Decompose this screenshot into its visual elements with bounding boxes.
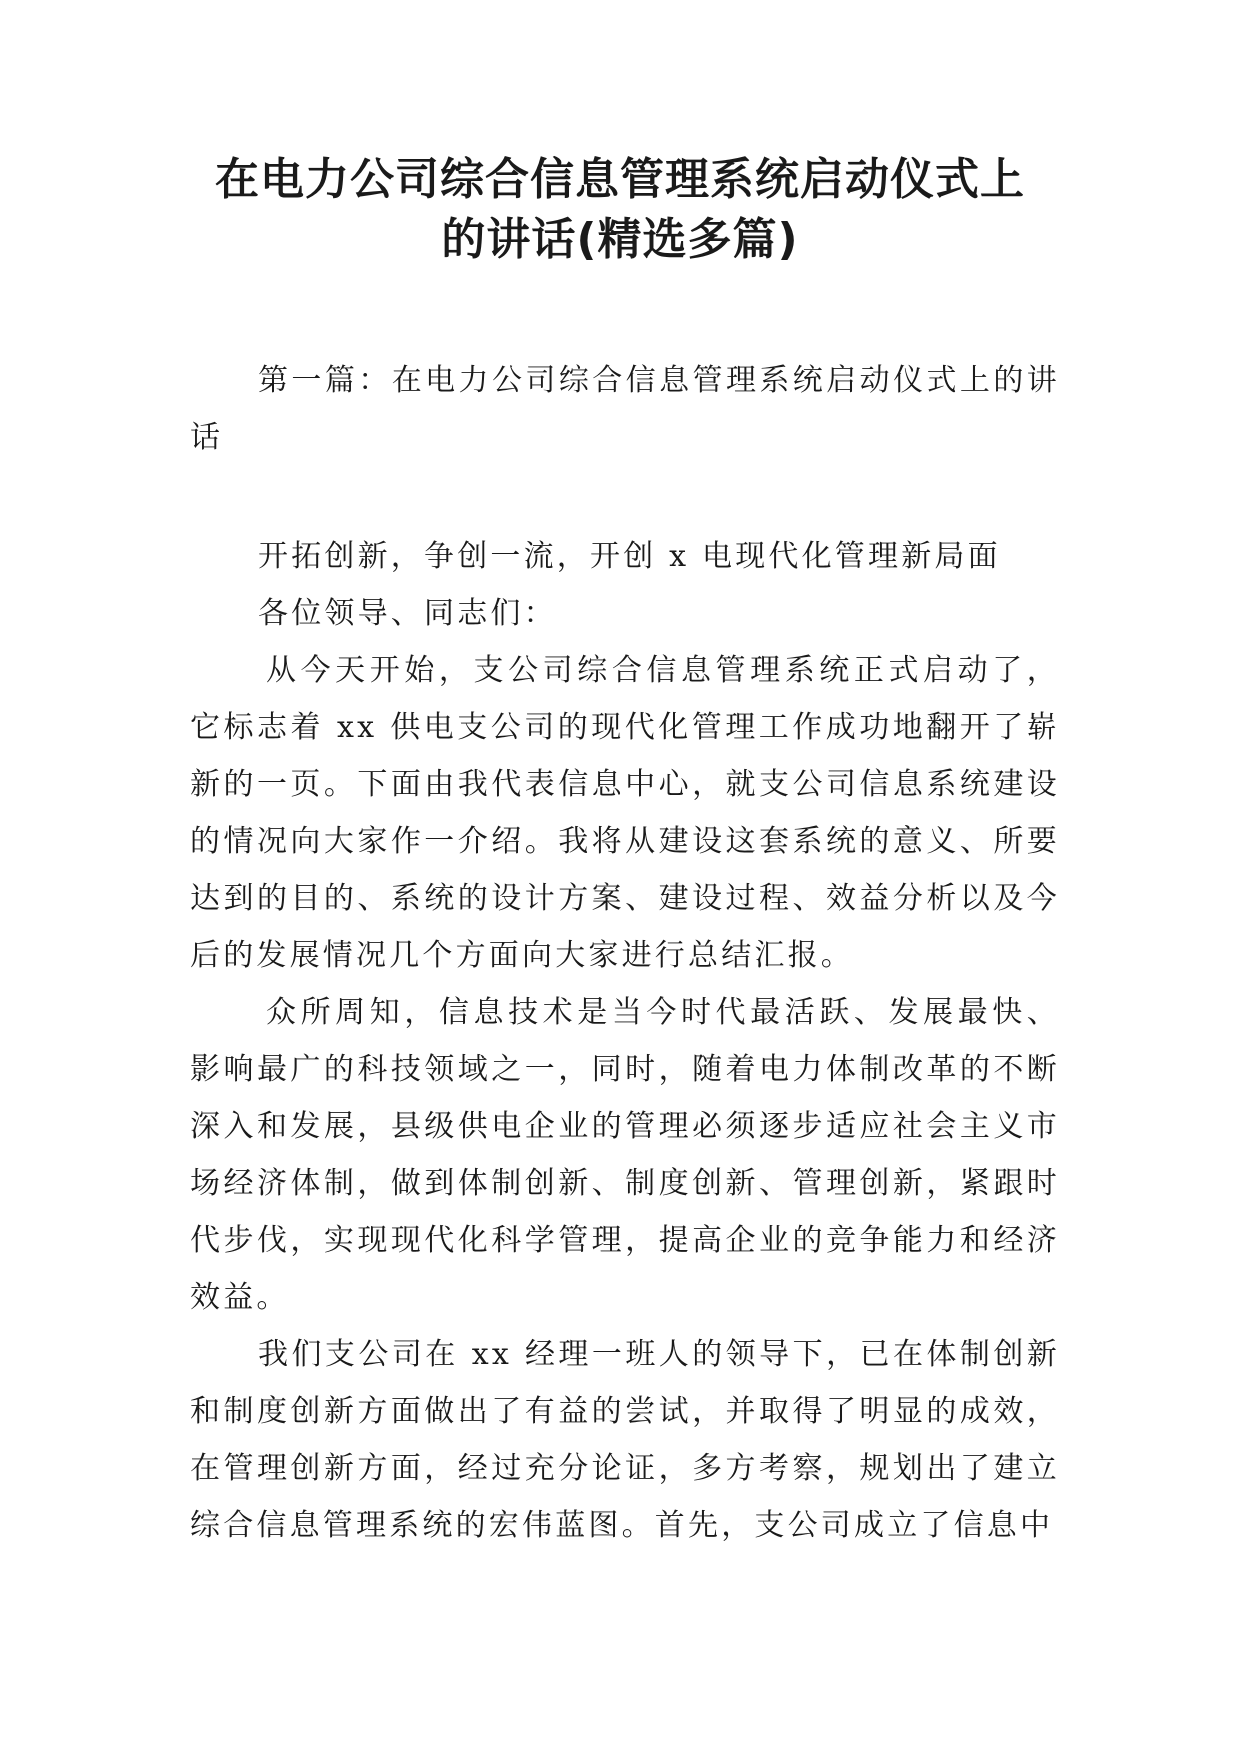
document-title: [150, 150, 1090, 270]
greeting: 各位领导、同志们：: [258, 596, 557, 631]
paragraph: 我们支公司在 xx 经理一班人的领导下，已在体制创新和制度创新方面做出了有益的尝试，并取得了明显的成效，在管理创新方面，经过充分论证，多方考察，规划出了建立综合信息管理系统的宏伟蓝图。首先，支公司成立了信息中: [190, 1337, 1060, 1543]
title-line-1: 在电力公司综合信息管理系统启动仪式上: [215, 154, 1025, 205]
section-heading-block: [190, 352, 1060, 466]
speech-subtitle: 开拓创新，争创一流，开创 x 电现代化管理新局面: [258, 539, 1001, 574]
paragraph: 从今天开始，支公司综合信息管理系统正式启动了，它标志着 xx 供电支公司的现代化管理工作成功地翻开了崭新的一页。下面由我代表信息中心，就支公司信息系统建设的情况向大家作一介绍。我将从建设这套系统的意义、所要达到的目的、系统的设计方案、建设过程、效益分析以及今后的发展情况几个方面向大家进行总结汇报。: [190, 653, 1060, 973]
section-heading: 第一篇：在电力公司综合信息管理系统启动仪式上的讲话: [190, 363, 1060, 455]
title-line-2: 的讲话(精选多篇): [441, 214, 799, 265]
document-body: [190, 528, 1060, 1554]
paragraph: 众所周知，信息技术是当今时代最活跃、发展最快、影响最广的科技领域之一，同时，随着电力体制改革的不断深入和发展，县级供电企业的管理必须逐步适应社会主义市场经济体制，做到体制创新、制度创新、管理创新，紧跟时代步伐，实现现代化科学管理，提高企业的竞争能力和经济效益。: [190, 995, 1060, 1315]
